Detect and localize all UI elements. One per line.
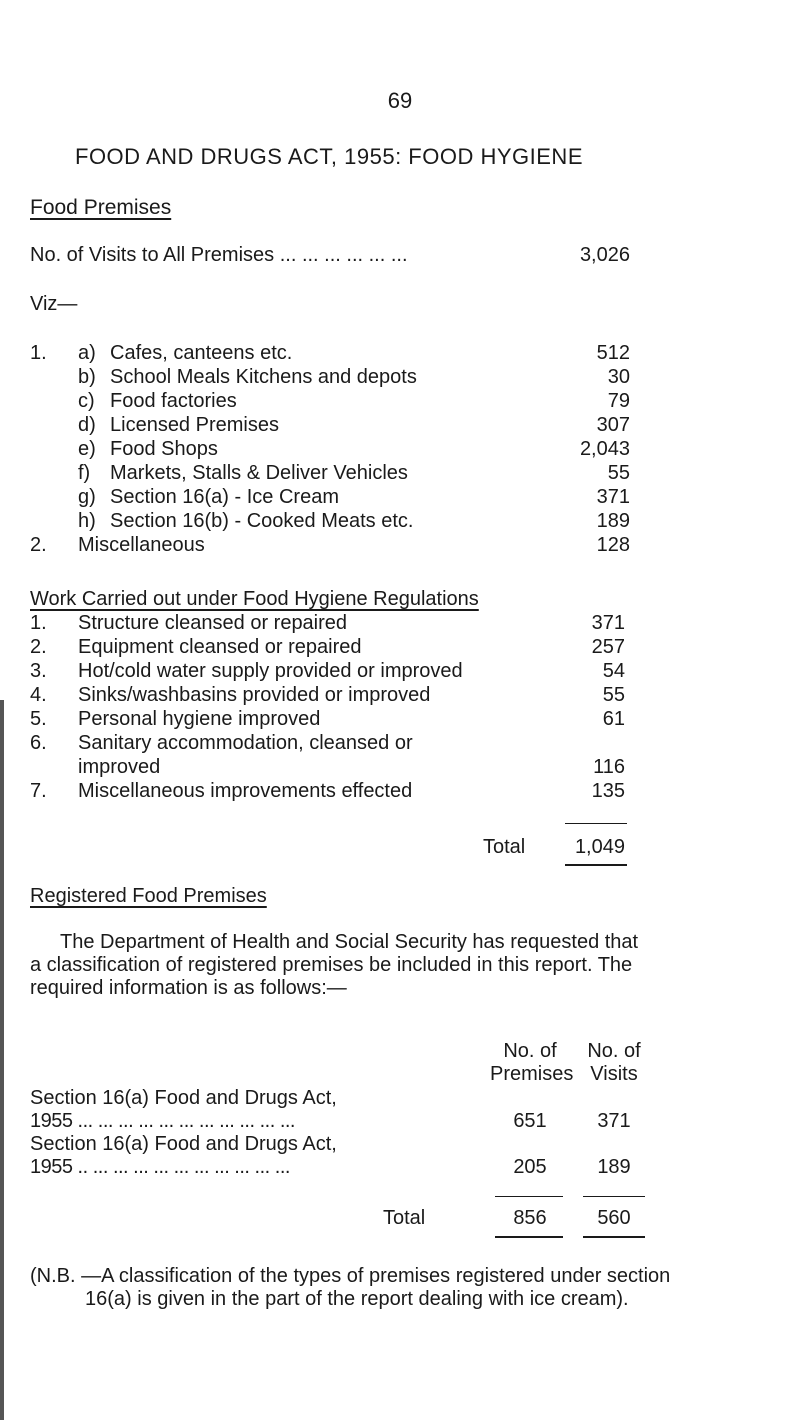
footnote: (N.B. —A classification of the types of premises registered under section 16(a) is given in the part of the report dealing with ice cream). — [30, 1265, 671, 1310]
page-title: FOOD AND DRUGS ACT, 1955: FOOD HYGIENE — [75, 144, 583, 169]
list-item — [30, 780, 650, 804]
item-label: improved — [78, 756, 161, 778]
double-rule-premises — [495, 1236, 563, 1238]
item-value: 307 — [596, 414, 630, 436]
item-letter: a) — [78, 342, 96, 364]
item-value: 79 — [607, 390, 630, 412]
row-label-line1: Section 16(a) Food and Drugs Act, — [30, 1133, 337, 1155]
item-letter: h) — [78, 510, 96, 532]
item-value: 512 — [596, 342, 630, 364]
viz-label: Viz— — [30, 293, 78, 315]
item-letter: g) — [78, 486, 96, 508]
total-rule — [565, 823, 627, 824]
list-item — [30, 732, 650, 756]
total-premises: 856 — [513, 1207, 547, 1229]
visits-label: No. of Visits to All Premises ... ... ... ... ... ... — [30, 244, 408, 266]
item-label: Cafes, canteens etc. — [110, 342, 293, 364]
row-label-line2: 1955 ... ... ... ... ... ... ... ... ... ... ... — [30, 1110, 295, 1132]
section-title-registered: Registered Food Premises — [30, 885, 267, 907]
item-number: 3. — [30, 660, 47, 682]
list-item — [30, 612, 650, 636]
item-value: 257 — [591, 636, 625, 658]
list-item — [30, 756, 650, 780]
rule-premises — [495, 1196, 563, 1197]
item-letter: b) — [78, 366, 96, 388]
list-item — [30, 462, 630, 486]
work-total-value: 1,049 — [574, 836, 625, 858]
item-label: Food factories — [110, 390, 237, 412]
list-item — [30, 366, 630, 390]
list-item — [30, 510, 630, 534]
item-label: Personal hygiene improved — [78, 708, 321, 730]
item-label: Section 16(a) - Ice Cream — [110, 486, 339, 508]
total-double-rule — [565, 864, 627, 866]
item-label: Licensed Premises — [110, 414, 279, 436]
cell-premises: 205 — [513, 1156, 547, 1178]
item-label: Equipment cleansed or repaired — [78, 636, 362, 658]
registered-paragraph: The Department of Health and Social Security has requested that a classification of registered premises be included in this report. The required information is as follows:— — [30, 931, 639, 999]
item-label: Structure cleansed or repaired — [78, 612, 348, 634]
item-label: Markets, Stalls & Deliver Vehicles — [110, 462, 408, 484]
cell-premises: 651 — [513, 1110, 547, 1132]
list-item — [30, 438, 630, 462]
registered-total-label: Total — [383, 1207, 426, 1229]
total-visits: 560 — [597, 1207, 631, 1229]
item-label: Hot/cold water supply provided or improved — [78, 660, 463, 682]
item-value: 30 — [607, 366, 630, 388]
page-edge-shadow — [0, 700, 4, 1420]
item-letter: e) — [78, 438, 96, 460]
list-item — [30, 414, 630, 438]
row-label-line1: Section 16(a) Food and Drugs Act, — [30, 1087, 337, 1109]
item-label: Miscellaneous improvements effected — [78, 780, 413, 802]
list-item — [30, 636, 650, 660]
header-visits-line1: No. of — [587, 1040, 641, 1062]
cell-visits: 189 — [597, 1156, 631, 1178]
list-item — [30, 660, 650, 684]
row-label-line2: 1955 .. ... ... ... ... ... ... ... ... ... ... — [30, 1156, 290, 1178]
item-value: 135 — [591, 780, 625, 802]
item-label: School Meals Kitchens and depots — [110, 366, 417, 388]
item-letter: d) — [78, 414, 96, 436]
header-premises-line1: No. of — [503, 1040, 557, 1062]
item-number: 2. — [30, 534, 47, 556]
item-value: 55 — [602, 684, 625, 706]
item-value: 61 — [602, 708, 625, 730]
item-value: 371 — [591, 612, 625, 634]
list-item — [30, 390, 630, 414]
item-label: Food Shops — [110, 438, 218, 460]
item-letter: f) — [78, 462, 91, 484]
list-item-miscellaneous — [30, 534, 630, 558]
list-item — [30, 486, 630, 510]
item-label: Section 16(b) - Cooked Meats etc. — [110, 510, 414, 532]
item-value: 2,043 — [579, 438, 630, 460]
item-label: Miscellaneous — [78, 534, 205, 556]
visits-value: 3,026 — [579, 244, 630, 266]
item-value: 55 — [607, 462, 630, 484]
header-visits-line2: Visits — [590, 1063, 638, 1085]
item-value: 54 — [602, 660, 625, 682]
header-premises-line2: Premises — [490, 1063, 574, 1085]
item-value: 128 — [596, 534, 630, 556]
double-rule-visits — [583, 1236, 645, 1238]
item-number: 1. — [30, 342, 47, 364]
section-title-food-premises: Food Premises — [30, 196, 172, 219]
item-number: 4. — [30, 684, 47, 706]
page-number: 69 — [387, 88, 413, 113]
item-number: 5. — [30, 708, 47, 730]
cell-visits: 371 — [597, 1110, 631, 1132]
item-number: 1. — [30, 612, 47, 634]
item-value: 116 — [593, 756, 625, 778]
list-item — [30, 708, 650, 732]
item-number: 2. — [30, 636, 47, 658]
item-number: 7. — [30, 780, 47, 802]
item-value: 189 — [596, 510, 630, 532]
list-item — [30, 684, 650, 708]
list-item — [30, 342, 630, 366]
work-total-label: Total — [483, 836, 526, 858]
item-number: 6. — [30, 732, 47, 754]
item-label: Sinks/washbasins provided or improved — [78, 684, 431, 706]
section-title-work: Work Carried out under Food Hygiene Regulations — [30, 588, 479, 610]
item-value: 371 — [596, 486, 630, 508]
item-letter: c) — [78, 390, 95, 412]
item-label: Sanitary accommodation, cleansed or — [78, 732, 413, 754]
rule-visits — [583, 1196, 645, 1197]
